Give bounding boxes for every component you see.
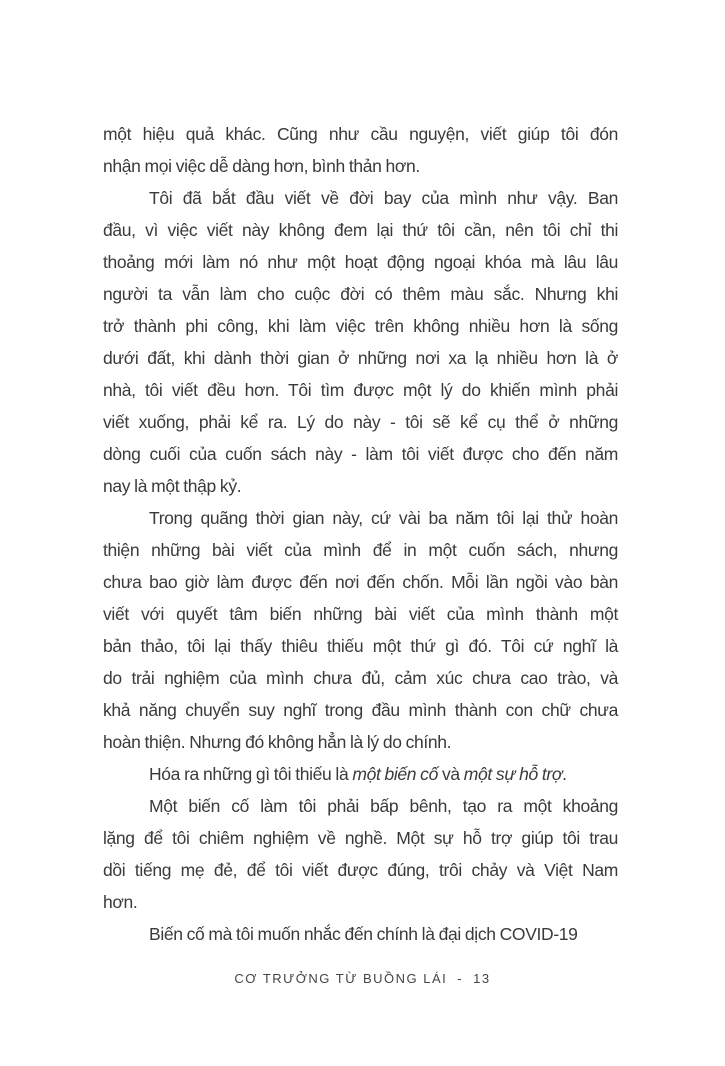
text-line: thiện những bài viết của mình để in một cuốn sách, nhưng bbox=[103, 540, 618, 560]
text-line: hoàn thiện. Nhưng đó không hẳn là lý do chính. bbox=[103, 732, 452, 752]
text-segment: Hóa ra những gì tôi thiếu là bbox=[149, 764, 353, 784]
text-line: nhận mọi việc dễ dàng hơn, bình thản hơn. bbox=[103, 156, 420, 176]
page-body bbox=[103, 118, 618, 950]
text-line: Biến cố mà tôi muốn nhắc đến chính là đại dịch COVID-19 bbox=[149, 924, 578, 944]
text-line: trở thành phi công, khi làm việc trên không nhiều hơn là sống bbox=[103, 316, 618, 336]
text-line: nhà, tôi viết đều hơn. Tôi tìm được một lý do khiến mình phải bbox=[103, 380, 618, 400]
text-line: chưa bao giờ làm được đến nơi đến chốn. Mỗi lần ngồi vào bàn bbox=[103, 572, 618, 592]
italic-phrase: một sự hỗ trợ bbox=[463, 764, 563, 784]
text-line: người ta vẫn làm cho cuộc đời có thêm màu sắc. Nhưng khi bbox=[103, 284, 618, 304]
text-line: Tôi đã bắt đầu viết về đời bay của mình như vậy. Ban bbox=[149, 188, 618, 208]
text-line: một hiệu quả khác. Cũng như cầu nguyện, viết giúp tôi đón bbox=[103, 124, 618, 144]
text-line: Trong quãng thời gian này, cứ vài ba năm tôi lại thử hoàn bbox=[149, 508, 618, 528]
footer-separator: - bbox=[457, 971, 464, 986]
text-line bbox=[103, 758, 618, 790]
text-line: viết xuống, phải kể ra. Lý do này - tôi sẽ kể cụ thể ở những bbox=[103, 412, 618, 432]
text-line: bản thảo, tôi lại thấy thiêu thiếu một thứ gì đó. Tôi cứ nghĩ là bbox=[103, 636, 618, 656]
page-sheet bbox=[103, 118, 618, 988]
text-line: thoảng mới làm nó như một hoạt động ngoại khóa mà lâu lâu bbox=[103, 252, 618, 272]
text-line: dưới đất, khi dành thời gian ở những nơi xa lạ nhiều hơn là ở bbox=[103, 348, 618, 368]
text-line: dồi tiếng mẹ đẻ, để tôi viết được đúng, trôi chảy và Việt Nam bbox=[103, 860, 618, 880]
text-segment: và bbox=[437, 764, 464, 784]
page-number: 13 bbox=[473, 971, 491, 986]
text-line: nay là một thập kỷ. bbox=[103, 476, 242, 496]
page-footer bbox=[0, 970, 725, 988]
text-line: đầu, vì việc viết này không đem lại thứ tôi cần, nên tôi chỉ thi bbox=[103, 220, 618, 240]
running-title: CƠ TRƯỞNG TỪ BUỒNG LÁI bbox=[234, 971, 448, 986]
text-segment: . bbox=[562, 764, 567, 784]
text-line: khả năng chuyển suy nghĩ trong đầu mình thành con chữ chưa bbox=[103, 700, 618, 720]
text-line: Một biến cố làm tôi phải bấp bênh, tạo ra một khoảng bbox=[149, 796, 618, 816]
text-line: viết với quyết tâm biến những bài viết của mình thành một bbox=[103, 604, 618, 624]
text-line: lặng để tôi chiêm nghiệm về nghề. Một sự hỗ trợ giúp tôi trau bbox=[103, 828, 618, 848]
text-line: hơn. bbox=[103, 892, 138, 912]
text-line: dòng cuối của cuốn sách này - làm tôi viết được cho đến năm bbox=[103, 444, 618, 464]
italic-phrase: một biến cố bbox=[352, 764, 438, 784]
text-line: do trải nghiệm của mình chưa đủ, cảm xúc chưa cao trào, và bbox=[103, 668, 618, 688]
